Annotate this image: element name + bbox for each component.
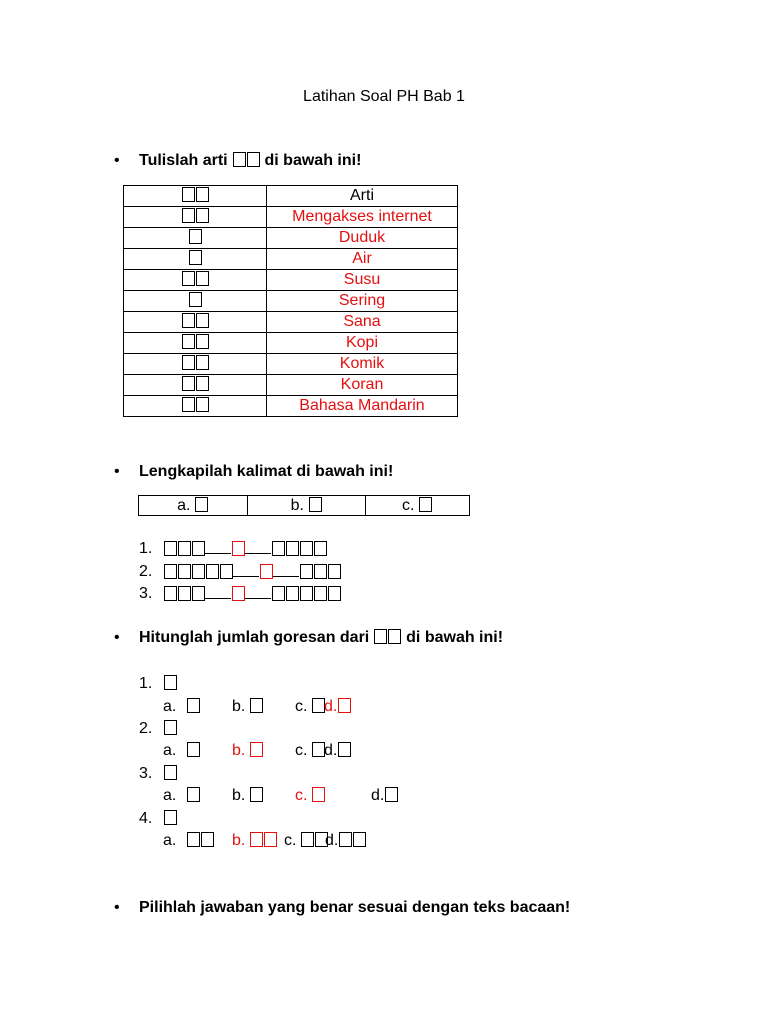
option-c-answer: c. [295, 786, 326, 806]
option-d: d. [371, 786, 398, 806]
table-row [124, 228, 458, 249]
option-a: a. [163, 742, 177, 759]
question-glyph [163, 674, 177, 694]
table-cell [124, 207, 267, 228]
table-header-cell: Arti [267, 186, 458, 207]
question-glyph [163, 719, 177, 739]
table-cell [124, 270, 267, 291]
table-cell: Sering [267, 291, 458, 312]
section4-heading: Pilihlah jawaban yang benar sesuai dengan teks bacaan! [139, 899, 571, 916]
option-b: b. [232, 697, 264, 717]
option-cell: c. [366, 496, 470, 516]
table-row [124, 354, 458, 375]
table-cell: Sana [267, 312, 458, 333]
list-number: 4. [139, 810, 153, 827]
table-cell: Koran [267, 375, 458, 396]
option-c: c. [295, 697, 326, 717]
heading-text: Hitunglah jumlah goresan dari [139, 629, 370, 646]
table-cell: Komik [267, 354, 458, 375]
table-row [139, 496, 470, 516]
table-cell [124, 291, 267, 312]
table-header-cell [124, 186, 267, 207]
list-number: 1. [139, 540, 153, 557]
table-row [124, 291, 458, 312]
table-cell [124, 312, 267, 333]
heading-text: di bawah ini! [264, 152, 362, 169]
table-cell: Air [267, 249, 458, 270]
option-b-answer: b. [232, 831, 278, 851]
glyph-placeholder [232, 152, 260, 169]
glyph-placeholder [374, 629, 402, 646]
table-cell: Mengakses internet [267, 207, 458, 228]
table-row [124, 207, 458, 228]
option-a-glyph [186, 786, 200, 806]
section3-heading [139, 628, 503, 648]
section1-heading [139, 151, 361, 171]
option-a-glyph [186, 697, 200, 717]
table-row [124, 396, 458, 417]
list-number: 2. [139, 563, 153, 580]
table-row [124, 312, 458, 333]
list-number: 2. [139, 720, 153, 737]
option-cell: b. [248, 496, 366, 516]
option-a: a. [163, 832, 177, 849]
table-cell [124, 249, 267, 270]
table-cell: Susu [267, 270, 458, 291]
heading-text: di bawah ini! [406, 629, 504, 646]
sentence-2 [163, 562, 341, 583]
options-table [138, 495, 470, 516]
section2-heading: Lengkapilah kalimat di bawah ini! [139, 463, 394, 480]
option-b: b. [232, 786, 264, 806]
bullet: • [114, 152, 120, 169]
option-a: a. [163, 698, 177, 715]
option-a: a. [163, 787, 177, 804]
question-glyph [163, 764, 177, 784]
table-cell [124, 333, 267, 354]
list-number: 3. [139, 585, 153, 602]
option-a-glyph [186, 831, 214, 851]
option-d-answer: d. [324, 697, 351, 717]
table-cell [124, 228, 267, 249]
sentence-1 [163, 539, 327, 560]
bullet: • [114, 899, 120, 916]
table-cell [124, 354, 267, 375]
bullet: • [114, 629, 120, 646]
list-number: 1. [139, 675, 153, 692]
option-a-glyph [186, 741, 200, 761]
vocab-table [123, 185, 458, 417]
table-header-row [124, 186, 458, 207]
option-c: c. [295, 741, 326, 761]
bullet: • [114, 463, 120, 480]
option-cell: a. [139, 496, 248, 516]
page-title: Latihan Soal PH Bab 1 [303, 88, 465, 105]
table-cell [124, 375, 267, 396]
option-c: c. [284, 831, 329, 851]
table-cell: Duduk [267, 228, 458, 249]
table-row [124, 375, 458, 396]
sentence-3 [163, 584, 341, 605]
table-row [124, 270, 458, 291]
option-b-answer: b. [232, 741, 264, 761]
option-d: d. [325, 831, 366, 851]
list-number: 3. [139, 765, 153, 782]
table-cell: Bahasa Mandarin [267, 396, 458, 417]
table-cell: Kopi [267, 333, 458, 354]
table-cell [124, 396, 267, 417]
table-row [124, 333, 458, 354]
table-row [124, 249, 458, 270]
option-d: d. [324, 741, 351, 761]
question-glyph [163, 809, 177, 829]
heading-text: Tulislah arti [139, 152, 228, 169]
